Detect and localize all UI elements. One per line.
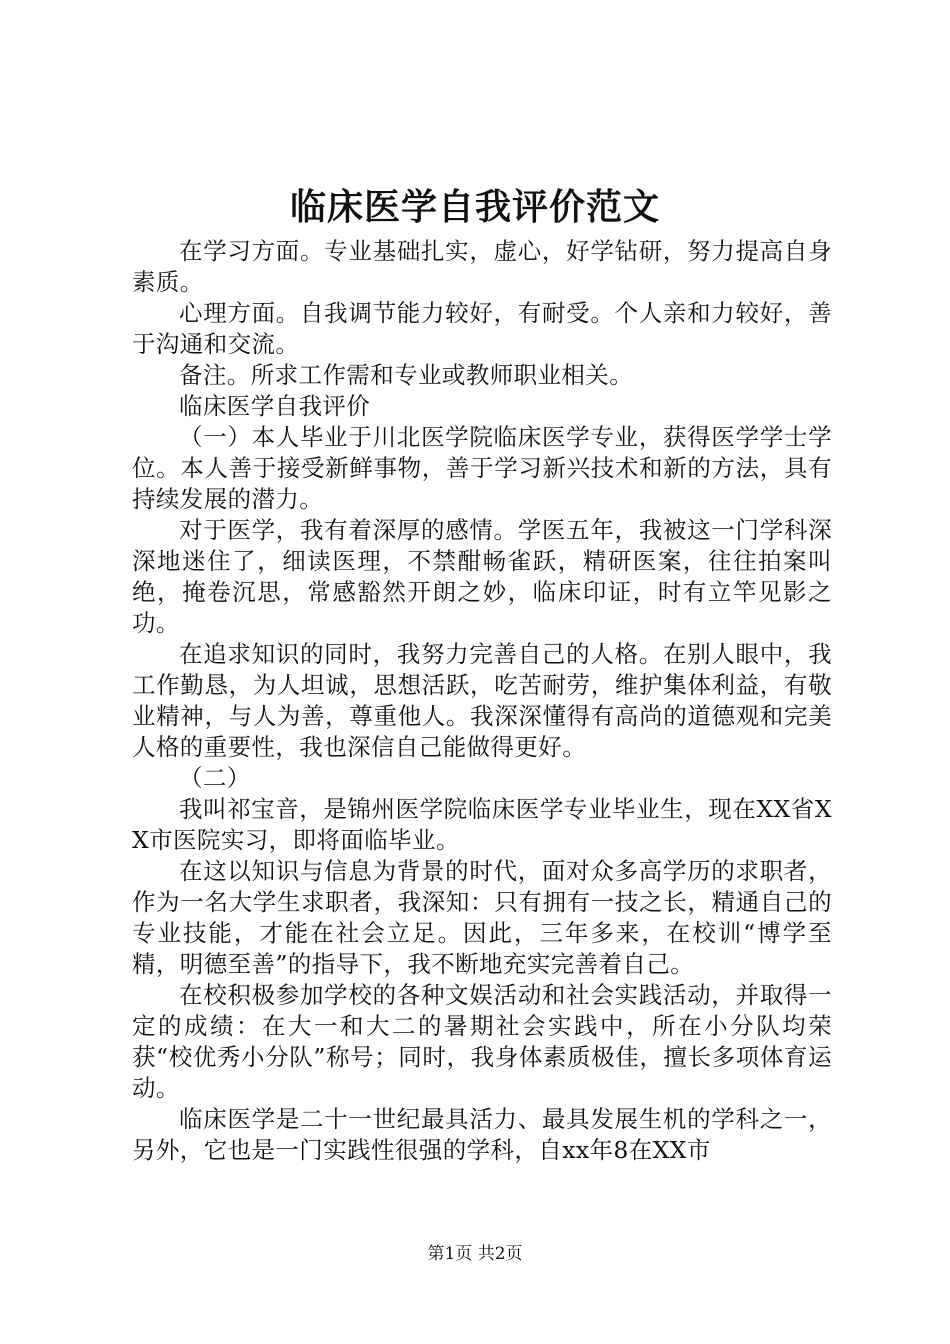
page-title: 临床医学自我评价范文: [289, 187, 660, 228]
section-heading: 临床医学自我评价: [179, 392, 371, 420]
paragraph: 在这以知识与信息为背景的时代，面对众多高学历的求职者，作为一名大学生求职者，我深知：只有拥有一技之长，精通自己的专业技能，才能在社会立足。因此，三年多来，在校训“博学至精，明德至善”的指导下，我不断地充实完善着自己。: [132, 857, 832, 978]
document-body: [132, 236, 832, 1166]
section-marker: （二）: [179, 764, 251, 792]
paragraph: 我叫祁宝音，是锦州医学院临床医学专业毕业生，现在XX省XX市医院实习，即将面临毕业。: [132, 795, 832, 854]
paragraph: 备注。所求工作需和专业或教师职业相关。: [179, 361, 634, 389]
paragraph: 对于医学，我有着深厚的感情。学医五年，我被这一门学科深深地迷住了，细读医理，不禁酣畅雀跃，精研医案，往往拍案叫绝，掩卷沉思，常感豁然开朗之妙，临床印证，时有立竿见影之功。: [132, 516, 832, 637]
page-footer: 第1页 共2页: [427, 1244, 523, 1264]
paragraph: 心理方面。自我调节能力较好，有耐受。个人亲和力较好，善于沟通和交流。: [132, 299, 832, 358]
paragraph: 在校积极参加学校的各种文娱活动和社会实践活动，并取得一定的成绩：在大一和大二的暑期社会实践中，所在小分队均荣获“校优秀小分队”称号；同时，我身体素质极佳，擅长多项体育运动。: [132, 981, 832, 1102]
paragraph: （一）本人毕业于川北医学院临床医学专业，获得医学学士学位。本人善于接受新鲜事物，善于学习新兴技术和新的方法，具有持续发展的潜力。: [132, 423, 832, 513]
paragraph: 在追求知识的同时，我努力完善自己的人格。在别人眼中，我工作勤恳，为人坦诚，思想活跃，吃苦耐劳，维护集体利益，有敬业精神，与人为善，尊重他人。我深深懂得有高尚的道德观和完美人格的重要性，我也深信自己能做得更好。: [132, 640, 832, 761]
paragraph: 临床医学是二十一世纪最具活力、最具发展生机的学科之一，另外，它也是一门实践性很强的学科，自xx年8在XX市: [132, 1105, 832, 1164]
paragraph: 在学习方面。专业基础扎实，虚心，好学钻研，努力提高自身素质。: [132, 237, 832, 296]
